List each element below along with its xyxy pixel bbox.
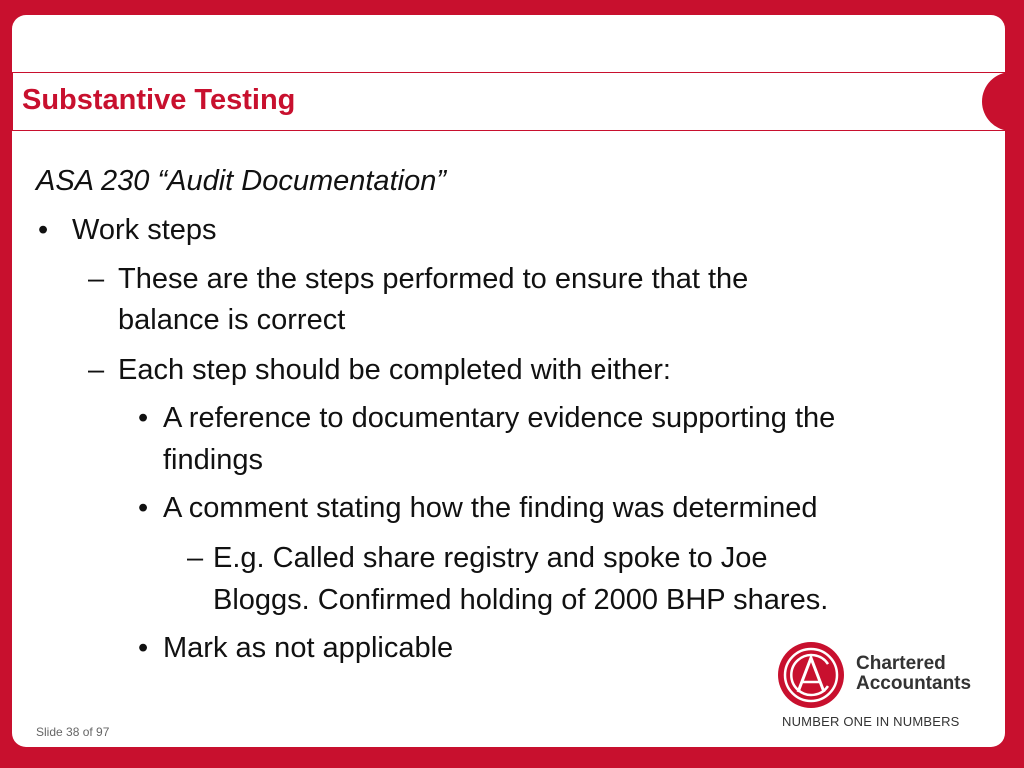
slide-number: Slide 38 of 97 <box>36 725 110 739</box>
logo-text-line1: Chartered <box>856 653 946 674</box>
dash-marker: – <box>88 263 105 295</box>
option-reference-line2: findings <box>163 444 263 476</box>
option-reference-line1: A reference to documentary evidence supporting the <box>163 402 836 434</box>
example-line1: E.g. Called share registry and spoke to Joe <box>213 542 768 574</box>
bullet-marker: • <box>138 632 149 664</box>
logo-tagline: NUMBER ONE IN NUMBERS <box>782 714 960 729</box>
dash-marker: – <box>88 354 105 386</box>
example-line2: Bloggs. Confirmed holding of 2000 BHP shares. <box>213 584 829 616</box>
ca-emblem-icon <box>776 640 846 710</box>
slide-title: Substantive Testing <box>22 84 296 116</box>
dash-marker: – <box>187 542 204 574</box>
logo-text-line2: Accountants <box>856 673 972 694</box>
option-comment: A comment stating how the finding was determined <box>163 492 818 524</box>
bullet-marker: • <box>38 214 49 246</box>
subbullet-steps-line1: These are the steps performed to ensure that the <box>118 263 749 295</box>
subbullet-completion: Each step should be completed with either: <box>118 354 671 386</box>
chartered-accountants-logo <box>776 640 996 735</box>
bullet-marker: • <box>138 402 149 434</box>
option-not-applicable: Mark as not applicable <box>163 632 454 664</box>
bullet-work-steps: Work steps <box>72 214 217 246</box>
bullet-marker: • <box>138 492 149 524</box>
subbullet-steps-line2: balance is correct <box>118 304 346 336</box>
slide-heading: ASA 230 “Audit Documentation” <box>36 165 446 197</box>
